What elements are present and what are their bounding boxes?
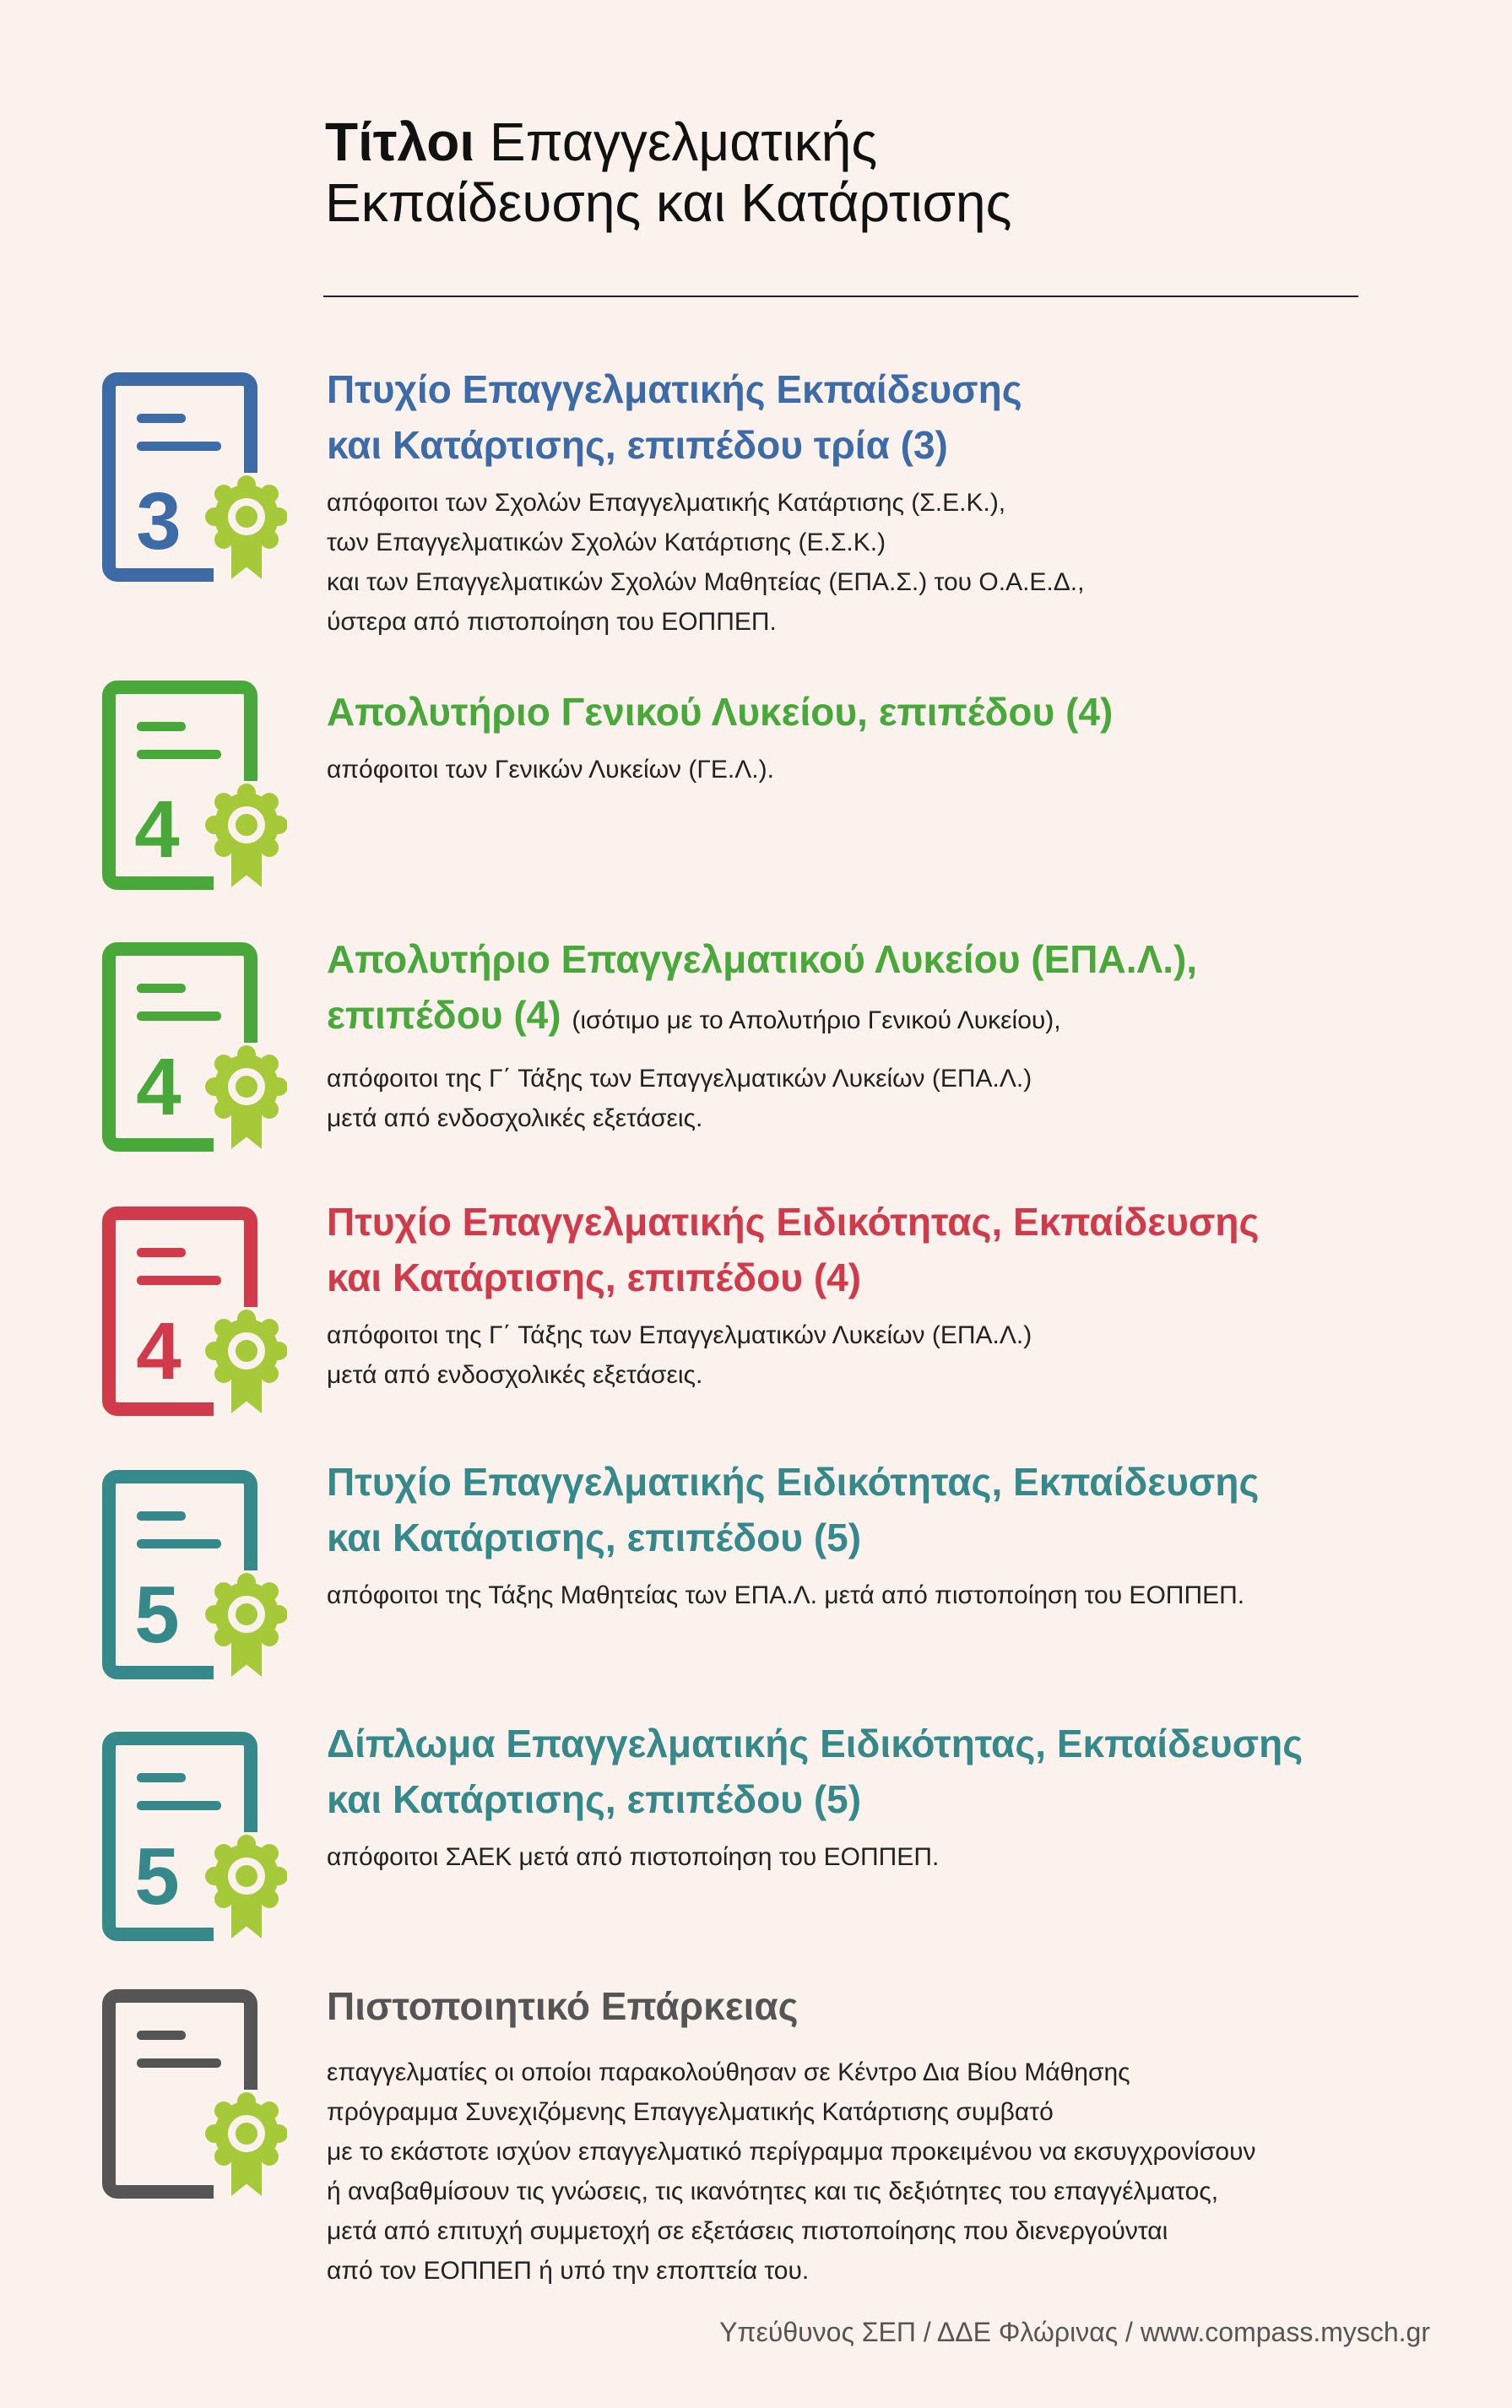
certificate-icon xyxy=(101,1206,287,1434)
entry-heading: Απολυτήριο Επαγγελματικού Λυκείου (ΕΠΑ.Λ.), επιπέδου (4) (ισότιμο με το Απολυτήριο Γενικού Λυκείου), xyxy=(327,937,1198,1037)
title-line1: Επαγγελματικής xyxy=(489,111,878,172)
entry-heading: Πτυχίο Επαγγελματικής Εκπαίδευσης και Κατάρτισης, επιπέδου τρία (3) xyxy=(327,367,1022,467)
entry-description: απόφοιτοι της Γ΄ Τάξης των Επαγγελματικών Λυκείων (ΕΠΑ.Λ.) μετά από ενδοσχολικές εξετάσεις. xyxy=(327,1065,1032,1132)
level-number: 5 xyxy=(134,1831,180,1922)
title-line2: Εκπαίδευσης και Κατάρτισης xyxy=(325,172,1012,233)
entry-heading: Δίπλωμα Επαγγελματικής Ειδικότητας, Εκπαίδευσης και Κατάρτισης, επιπέδου (5) xyxy=(327,1722,1303,1821)
title-divider xyxy=(323,296,1358,297)
entry-heading: Απολυτήριο Γενικού Λυκείου, επιπέδου (4) xyxy=(327,690,1114,734)
level-number: 4 xyxy=(136,1306,182,1397)
entry-description: επαγγελματίες οι οποίοι παρακολούθησαν σε Κέντρο Δια Βίου Μάθησης πρόγραμμα Συνεχιζόμενης Επαγγελματικής Κατάρτισης συμβατό με το εκάστοτε ισχύον επαγγελματικό περίγραμμα προκειμένου να εκσυγχρονίσουν ή αναβαθμίσουν τις γνώσεις, τις ικανότητες και τις δεξιότητες του επαγγέλματος, μετά από επιτυχή συμμετοχή σε εξετάσεις πιστοποίησης που διενεργούνται από τον ΕΟΠΠΕΠ ή υπό την εποπτεία του. xyxy=(327,2058,1256,2285)
entry-description: απόφοιτοι της Γ΄ Τάξης των Επαγγελματικών Λυκείων (ΕΠΑ.Λ.) μετά από ενδοσχολικές εξετάσεις. xyxy=(327,1321,1032,1389)
level-number: 4 xyxy=(136,1042,182,1132)
entry-description: απόφοιτοι των Γενικών Λυκείων (ΓΕ.Λ.). xyxy=(327,756,774,784)
page-title xyxy=(325,111,1011,233)
title-bold: Τίτλοι xyxy=(325,111,475,172)
entry-heading: Πιστοποιητικό Επάρκειας xyxy=(327,1984,799,2028)
certificate-icon xyxy=(101,1988,287,2216)
footer-credit: Υπεύθυνος ΣΕΠ / ΔΔΕ Φλώρινας / www.compass.mysch.gr xyxy=(719,2317,1430,2347)
level-number: 5 xyxy=(134,1570,180,1660)
entry-description: απόφοιτοι ΣΑΕΚ μετά από πιστοποίηση του ΕΟΠΠΕΠ. xyxy=(327,1843,940,1871)
heading-note: (ισότιμο με το Απολυτήριο Γενικού Λυκείου), xyxy=(572,1006,1061,1034)
certificate-icon xyxy=(101,372,287,599)
certificate-icon xyxy=(101,1731,287,1959)
entry-heading: Πτυχίο Επαγγελματικής Ειδικότητας, Εκπαίδευσης και Κατάρτισης, επιπέδου (5) xyxy=(327,1460,1260,1559)
level-number: 4 xyxy=(134,784,180,875)
certificate-icon xyxy=(101,680,287,908)
certificate-icon xyxy=(101,1469,287,1697)
entry-description: απόφοιτοι της Τάξης Μαθητείας των ΕΠΑ.Λ. μετά από πιστοποίηση του ΕΟΠΠΕΠ. xyxy=(327,1581,1245,1609)
entry-description: απόφοιτοι των Σχολών Επαγγελματικής Κατάρτισης (Σ.Ε.Κ.), των Επαγγελματικών Σχολών Κατάρτισης (Ε.Σ.Κ.) και των Επαγγελματικών Σχολών Μαθητείας (ΕΠΑ.Σ.) του Ο.Α.Ε.Δ., ύστερα από πιστοποίηση του ΕΟΠΠΕΠ. xyxy=(327,489,1085,636)
certificate-icon xyxy=(101,941,287,1169)
entry-heading: Πτυχίο Επαγγελματικής Ειδικότητας, Εκπαίδευσης και Κατάρτισης, επιπέδου (4) xyxy=(327,1200,1260,1299)
level-number: 3 xyxy=(136,476,182,567)
